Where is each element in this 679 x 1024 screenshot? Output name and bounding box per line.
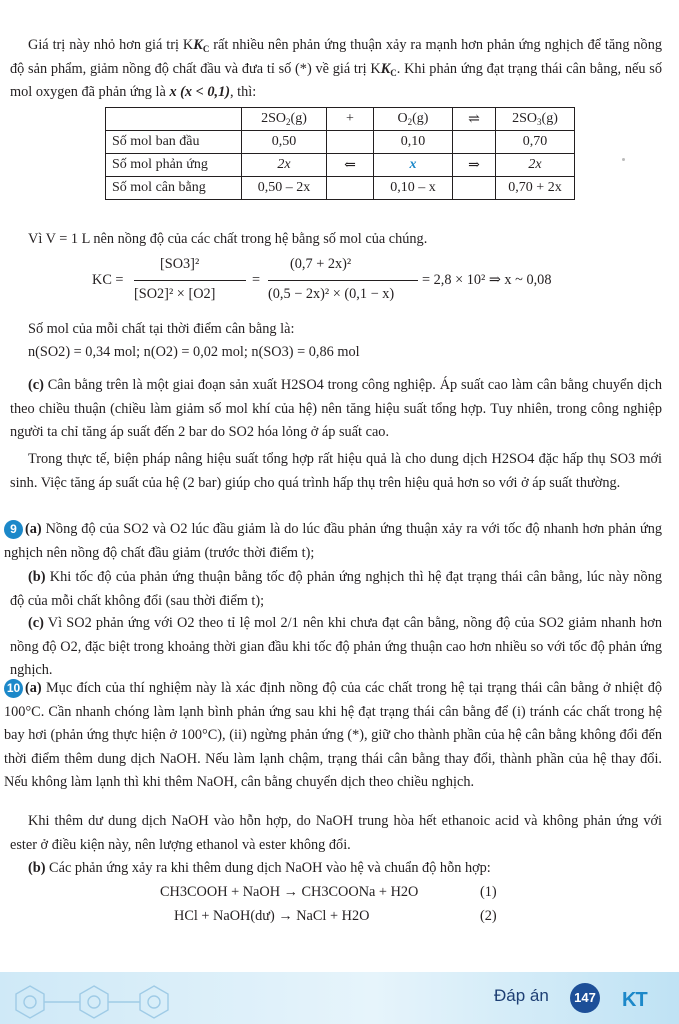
left-arrow-cell: ⇐ xyxy=(327,154,374,177)
reaction-1-number: (1) xyxy=(480,884,497,900)
table-cell: 0,10 xyxy=(374,131,453,154)
header-equilibrium-arrow: ⇌ xyxy=(453,108,496,131)
q9-a xyxy=(4,518,662,565)
table-cell: 2x xyxy=(496,154,575,177)
intro-paragraph: Giá trị này nhỏ hơn giá trị $KK_C$ rất nhiều nên phản ứng thuận xảy ra mạnh hơn phản ứng nghịch để tăng nồng độ sản phẩm, giảm nồng độ chất đầu và đưa tỉ số (*) về giá trị $KK_C$. Khi phản ứng đạt trạng thái cân bằng, nếu số mol oxygen đã phản ứng là x (x < 0,1), thì: xyxy=(10,37,663,100)
volume-note: Vì V = 1 L nên nồng độ của các chất trong hệ bằng số mol của chúng. xyxy=(28,231,428,247)
table-cell: 0,50 – 2x xyxy=(242,177,327,200)
reaction-2-number: (2) xyxy=(480,908,497,924)
right-arrow-cell: ⇒ xyxy=(453,154,496,177)
footer-section-label: Đáp án xyxy=(494,986,549,1005)
table-row xyxy=(106,177,575,200)
header-plus: + xyxy=(327,108,374,131)
q9-a-text: Nồng độ của SO2 và O2 lúc đầu giảm là do lúc đầu phản ứng thuận xảy ra với tốc độ nhanh hơn phản ứng nghịch nên nồng độ chất đầu giảm (trước thời điểm t); xyxy=(4,521,662,561)
header-so2: $2SO_2(g)$ xyxy=(242,108,327,131)
publisher-logo-icon xyxy=(622,984,662,1012)
kc-subscript: C xyxy=(202,44,210,54)
q10-a-text: Mục đích của thí nghiệm này là xác định nồng độ của các chất trong hệ tại trạng thái cân bằng ở nhiệt độ 100°C. Cần nhanh chóng làm lạnh bình phản ứng sau khi hệ đạt trạng thái cân bằng để (i) tránh các chất trong hệ bay hơi (phản ứng thực hiện ở 100°C), (ii) ngừng phản ứng (*), giữ cho thành phần của hệ cân bằng không đổi đến thời điểm thêm dung dịch NaOH. Nếu làm lạnh chậm, trạng thái cân bằng thay đổi, thành phần của hệ thay đổi. Nếu không làm lạnh thì khi thêm NaOH, cân bằng chuyển dịch theo chiều nghịch. xyxy=(4,680,662,790)
equals-sign: = xyxy=(252,272,261,288)
row-label: Số mol phản ứng xyxy=(106,154,242,177)
publisher-logo xyxy=(622,984,662,1018)
table-cell: 2x xyxy=(242,154,327,177)
molecule-decoration-icon xyxy=(4,978,204,1022)
table-cell: 0,10 – x xyxy=(374,177,453,200)
table-row xyxy=(106,154,575,177)
header-o2: $O_2(g)$ xyxy=(374,108,453,131)
q9-c xyxy=(10,612,662,683)
q9-b-text: Khi tốc độ của phản ứng thuận bằng tốc độ phản ứng nghịch thì hệ đạt trạng thái cân bằng, lúc này nồng độ của mỗi chất không đổi (sau thời điểm t); xyxy=(10,569,662,609)
q9-b-label: (b) xyxy=(28,569,46,585)
svg-text:KT: KT xyxy=(622,989,647,1011)
section-c-label: (c) xyxy=(28,377,44,393)
reaction-1: CH3COOH + NaOH → CH3COONa + H2O xyxy=(160,884,419,900)
fraction-2-numerator: (0,7 + 2x)² xyxy=(290,256,352,272)
intro-text-4: , thì: xyxy=(230,84,257,100)
q9-number-badge: 9 xyxy=(4,520,23,539)
fraction-1-bar xyxy=(134,280,246,281)
kc-formula xyxy=(92,254,652,314)
kc-result: = 2,8 × 10² ⇒ x ~ 0,08 xyxy=(422,272,552,288)
section-c-paragraph xyxy=(10,374,662,445)
q9-c-label: (c) xyxy=(28,615,44,631)
kc-symbol: KC = xyxy=(92,272,124,288)
mol-values: n(SO2) = 0,34 mol; n(O2) = 0,02 mol; n(SO3) = 0,86 mol xyxy=(28,344,360,360)
table-cell: 0,70 xyxy=(496,131,575,154)
table-cell xyxy=(453,177,496,200)
table-row xyxy=(106,131,575,154)
q9-b xyxy=(10,566,662,613)
table-cell xyxy=(327,177,374,200)
table-header-row xyxy=(106,108,575,131)
row-label: Số mol ban đầu xyxy=(106,131,242,154)
table-cell: 0,70 + 2x xyxy=(496,177,575,200)
intro-text-3: . Khi phản ứng đạt trạng thái cân bằng, nếu số mol oxygen đã phản ứng là xyxy=(10,60,662,100)
q9-a-label: (a) xyxy=(25,521,42,537)
table-cell xyxy=(327,131,374,154)
header-so3: $2SO_3(g)$ xyxy=(496,108,575,131)
table-cell xyxy=(453,131,496,154)
q10-b-label: (b) xyxy=(28,860,46,876)
fraction-1-numerator: [SO3]² xyxy=(160,256,200,272)
section-c-text: Cân bằng trên là một giai đoạn sản xuất H2SO4 trong công nghiệp. Áp suất cao làm cân bằng chuyển dịch theo chiều thuận (chiều làm giảm số mol khí của hệ) nên tăng hiệu suất tổng hợp. Tuy nhiên, trong công nghiệp người ta chỉ tăng áp suất đến 2 bar do SO2 hóa lỏng ở áp suất cao. xyxy=(10,377,662,440)
row-label: Số mol cân bằng xyxy=(106,177,242,200)
fraction-2-denominator: (0,5 − 2x)² × (0,1 − x) xyxy=(268,286,395,302)
page-number-badge: 147 xyxy=(570,983,600,1013)
mol-intro: Số mol của mỗi chất tại thời điểm cân bằng là: xyxy=(28,321,295,337)
intro-x-condition: x (x < 0,1) xyxy=(169,84,230,100)
q10-a-paragraph-2: Khi thêm dư dung dịch NaOH vào hỗn hợp, do NaOH trung hòa hết ethanoic acid và không phản ứng với ester ở điều kiện này, nên lượng ethanol và ester không đổi. xyxy=(10,813,662,853)
section-c-paragraph-2: Trong thực tế, biện pháp nâng hiệu suất tổng hợp rất hiệu quả là cho dung dịch H2SO4 đặc hấp thụ SO3 mới sinh. Việc tăng áp suất của hệ (2 bar) giúp cho quá trình hấp thụ trên hiệu quả hơn so với ở áp suất thường. xyxy=(10,451,662,491)
fraction-2-bar xyxy=(268,280,418,281)
intro-text-1: Giá trị này nhỏ hơn giá trị K xyxy=(28,37,194,53)
q10-a-label: (a) xyxy=(25,680,42,696)
intro-text-2: rất nhiều nên phản ứng thuận xảy ra mạnh hơn phản ứng nghịch để tăng nồng độ sản phẩm, giảm nồng độ chất đầu và đưa tỉ số (*) về giá trị K xyxy=(10,37,663,77)
table-corner-cell xyxy=(106,108,242,131)
equilibrium-table xyxy=(105,107,575,200)
table-cell-x: x xyxy=(374,154,453,177)
q10-b xyxy=(10,857,662,881)
q10-b-text: Các phản ứng xảy ra khi thêm dung dịch NaOH vào hệ và chuẩn độ hỗn hợp: xyxy=(45,860,491,876)
q10-number-badge: 10 xyxy=(4,679,23,698)
q10-a xyxy=(4,677,662,795)
reaction-2: HCl + NaOH(dư) → NaCl + H2O xyxy=(174,908,370,924)
table-cell: 0,50 xyxy=(242,131,327,154)
scan-speck xyxy=(622,158,625,161)
q9-c-text: Vì SO2 phản ứng với O2 theo tỉ lệ mol 2/1 nên khi chưa đạt cân bằng, nồng độ của SO2 giảm nhanh hơn nồng độ O2, đặc biệt trong khoảng thời gian đầu khi tốc độ phản ứng thuận cao hơn nhiều so với tốc độ phản ứng nghịch. xyxy=(10,615,662,678)
fraction-1-denominator: [SO2]² × [O2] xyxy=(134,286,216,302)
